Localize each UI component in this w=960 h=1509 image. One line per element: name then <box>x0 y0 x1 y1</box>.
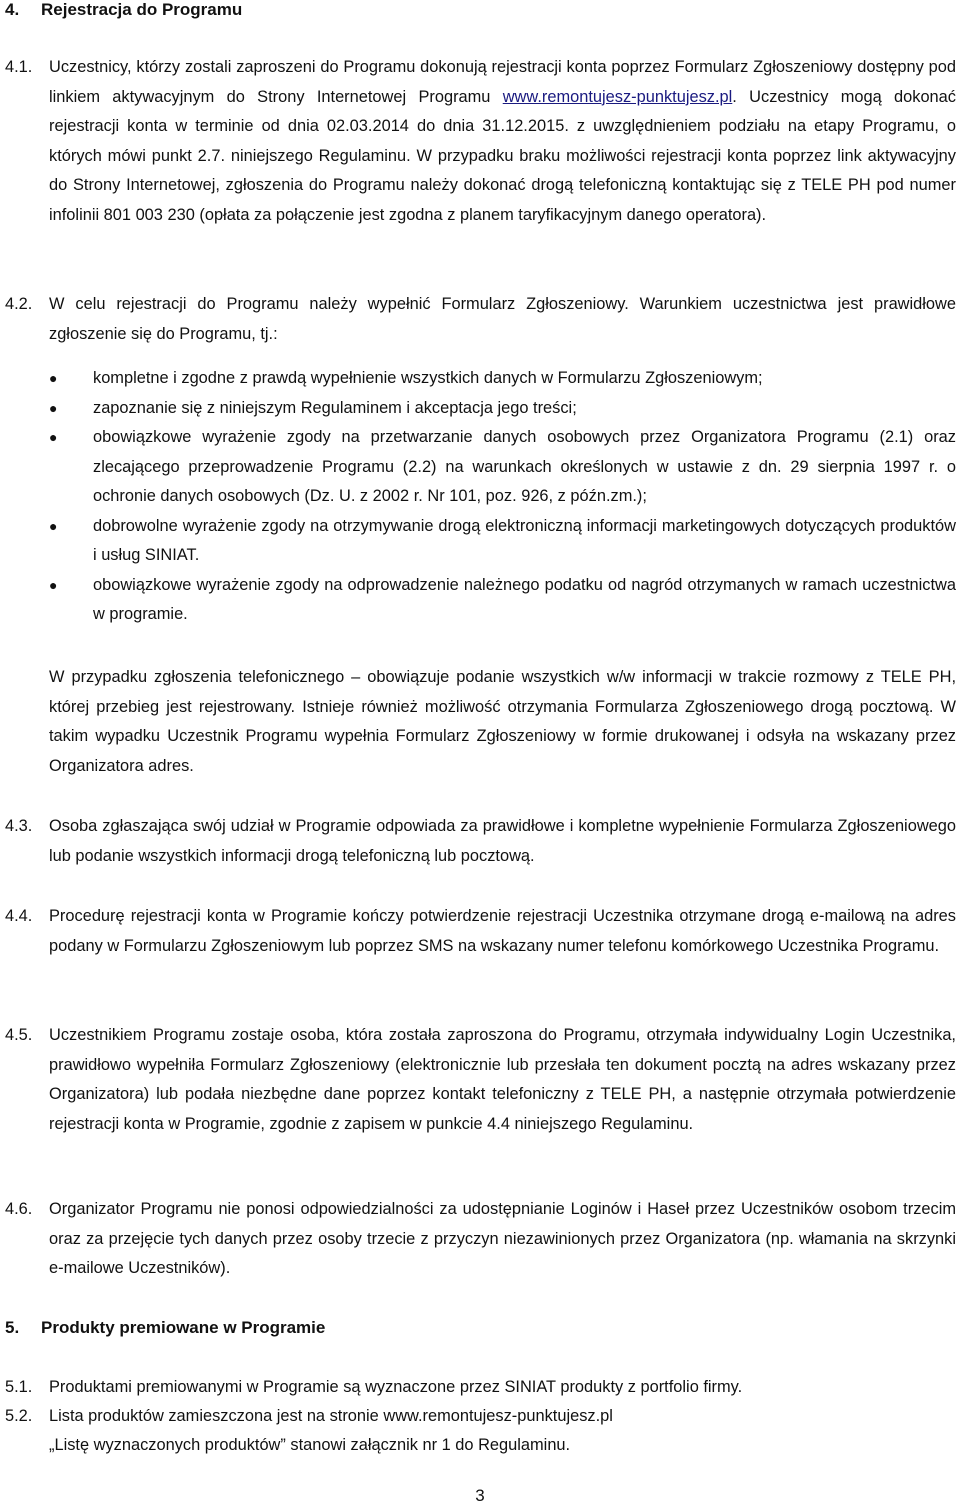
paragraph-number: 4.6. <box>5 1200 33 1218</box>
text-part: Uczestnicy, którzy zostali zaproszeni do Programu dokonują rejestracji konta poprzez Formularz Zgłoszeniowy dostępny pod linkiem aktywacyjnym do Strony Internetowej Programu <box>49 58 956 106</box>
paragraph-5-1 <box>5 1373 956 1403</box>
paragraph-text: Produktami premiowanymi w Programie są wyznaczone przez SINIAT produkty z portfolio firmy. <box>49 1378 743 1396</box>
paragraph-text: Organizator Programu nie ponosi odpowiedzialności za udostępnianie Loginów i Haseł przez Uczestników osobom trzecim oraz za przejęcie tych danych przez osoby trzecie z przyczyn niezawinionych przez Organizatora (np. włamania na skrzynki e-mailowe Uczestników). <box>49 1200 956 1277</box>
phone-registration-note: W przypadku zgłoszenia telefonicznego – obowiązuje podanie wszystkich w/w informacji w trakcie rozmowy z TELE PH, której przebieg jest rejestrowany. Istnieje również możliwość otrzymania Formularza Zgłoszeniowego drogą pocztową. W takim wypadku Uczestnik Programu wypełnia Formularz Zgłoszeniowy w formie drukowanej i odsyła na wskazany przez Organizatora adres. <box>49 668 956 775</box>
paragraph-4-6 <box>5 1195 956 1284</box>
text-part: . Uczestnicy mogą dokonać rejestracji konta w terminie od dnia 02.03.2014 do dnia 31.12.2015. z uwzględnieniem podziału na etapy Programu, o których mówi punkt 2.7. niniejszego Regulaminu. W przypadku braku możliwości rejestracji konta poprzez link aktywacyjny do Strony Internetowej, zgłoszenia do Programu należy dokonać drogą telefoniczną kontaktując się z TELE PH pod numer infolinii 801 003 230 (opłata za połączenie jest zgodna z planem taryfikacyjnym danego operatora). <box>49 87 956 224</box>
paragraph-number: 4.1. <box>5 58 33 76</box>
section-title: Produkty premiowane w Programie <box>41 1318 326 1337</box>
paragraph-4-5 <box>5 1021 956 1139</box>
section-4-heading <box>5 0 242 20</box>
list-item <box>49 571 956 630</box>
program-website-link[interactable]: www.remontujesz-punktujesz.pl <box>502 87 733 106</box>
paragraph-number: 4.3. <box>5 817 33 835</box>
paragraph-number: 5.2. <box>5 1407 33 1425</box>
list-item <box>49 512 956 571</box>
paragraph-number: 4.5. <box>5 1026 33 1044</box>
paragraph-text: Osoba zgłaszająca swój udział w Programie odpowiada za prawidłowe i kompletne wypełnienie Formularza Zgłoszeniowego lub podanie wszystkich informacji drogą telefoniczną lub pocztową. <box>49 817 956 865</box>
registration-requirements-list <box>49 364 956 630</box>
paragraph-text <box>49 53 956 230</box>
paragraph-text: Lista produktów zamieszczona jest na stronie www.remontujesz-punktujesz.pl <box>49 1407 613 1425</box>
bullet-icon: ● <box>49 399 58 416</box>
section-number: 5. <box>5 1318 20 1337</box>
paragraph-number: 5.1. <box>5 1378 33 1396</box>
paragraph-number: 4.2. <box>5 295 33 313</box>
bullet-icon: ● <box>49 576 58 593</box>
bullet-icon: ● <box>49 370 58 386</box>
paragraph-number: 4.4. <box>5 907 33 925</box>
paragraph-4-4 <box>5 902 956 961</box>
list-item-text: zapoznanie się z niniejszym Regulaminem i akceptacja jego treści; <box>93 398 577 417</box>
paragraph-4-2 <box>5 290 956 349</box>
list-item-text: kompletne i zgodne z prawdą wypełnienie wszystkich danych w Formularzu Zgłoszeniowym; <box>93 369 763 387</box>
list-item-text: dobrowolne wyrażenie zgody na otrzymywanie drogą elektroniczną informacji marketingowych dotyczących produktów i usług SINIAT. <box>93 516 956 564</box>
page-number: 3 <box>475 1486 485 1505</box>
paragraph-text: Uczestnikiem Programu zostaje osoba, która została zaproszona do Programu, otrzymała indywidualny Login Uczestnika, prawidłowo wypełniła Formularz Zgłoszeniowy (elektronicznie lub przesłała ten dokument pocztą na adres wskazany przez Organizatora) lub podała niezbędne dane poprzez kontakt telefoniczny z TELE PH, a następnie otrzymała potwierdzenie rejestracji konta w Programie, zgodnie z zapisem w punkcie 4.4 niniejszego Regulaminu. <box>49 1026 956 1133</box>
section-5-heading <box>5 1318 325 1338</box>
paragraph-text: Procedurę rejestracji konta w Programie kończy potwierdzenie rejestracji Uczestnika otrzymane drogą e-mailową na adres podany w Formularzu Zgłoszeniowym lub poprzez SMS na wskazany numer telefonu komórkowego Uczestnika Programu. <box>49 907 956 955</box>
list-item-text: obowiązkowe wyrażenie zgody na przetwarzanie danych osobowych przez Organizatora Programu (2.1) oraz zlecającego przeprowadzenie Programu (2.2) na warunkach określonych w ustawie z dn. 29 sierpnia 1997 r. o ochronie danych osobowych (Dz. U. z 2002 r. Nr 101, poz. 926, z późn.zm.); <box>93 428 956 505</box>
list-item <box>49 423 956 512</box>
paragraph-5-2 <box>5 1402 956 1432</box>
paragraph-4-1 <box>5 53 956 230</box>
list-item-text: obowiązkowe wyrażenie zgody na odprowadzenie należnego podatku od nagród otrzymanych w ramach uczestnictwa w programie. <box>93 575 956 623</box>
bullet-icon: ● <box>49 517 58 534</box>
paragraph-text: W celu rejestracji do Programu należy wypełnić Formularz Zgłoszeniowy. Warunkiem uczestnictwa jest prawidłowe zgłoszenie się do Programu, tj.: <box>49 295 956 343</box>
bullet-icon: ● <box>49 429 58 445</box>
product-list-attachment-note: „Listę wyznaczonych produktów” stanowi załącznik nr 1 do Regulaminu. <box>49 1436 571 1454</box>
list-item <box>49 364 956 394</box>
section-title: Rejestracja do Programu <box>41 0 243 19</box>
section-number: 4. <box>5 0 20 19</box>
list-item <box>49 394 956 424</box>
paragraph-4-3 <box>5 812 956 871</box>
